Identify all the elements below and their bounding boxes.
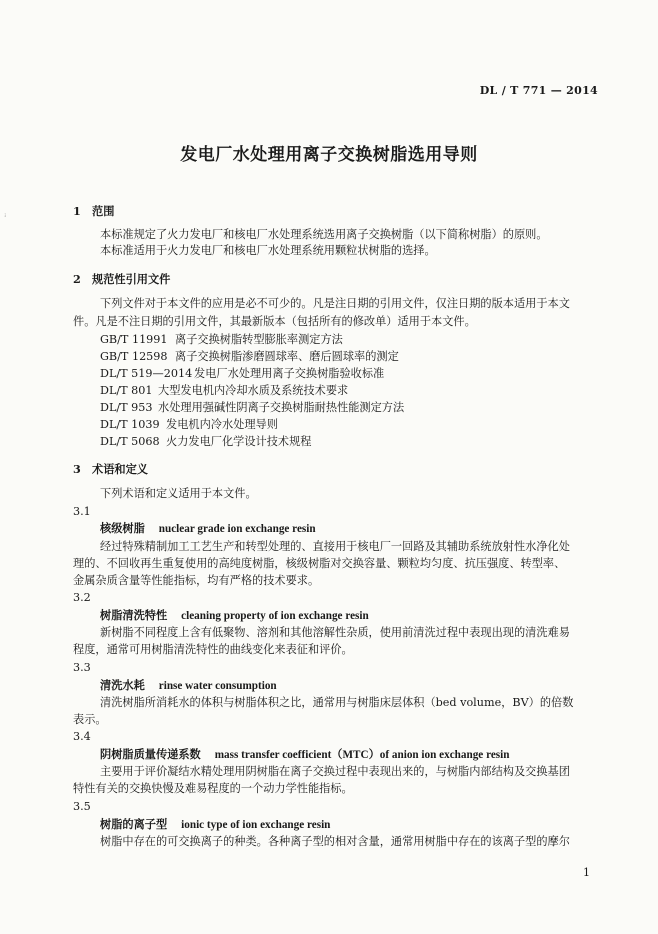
reference-item	[100, 350, 399, 364]
section-title: 规范性引用文件	[92, 272, 171, 286]
term-number: 3.2	[73, 591, 91, 604]
section-2-heading	[73, 272, 170, 286]
term-number: 3.5	[73, 800, 91, 813]
term-number: 3.3	[73, 661, 91, 674]
reference-code: DL/T 519—2014	[100, 367, 193, 380]
paragraph: 下列术语和定义适用于本文件。	[100, 487, 257, 500]
term-definition: 理的、不回收再生重复使用的高纯度树脂，核级树脂对交换容量、颗粒均匀度、抗压强度、转型率、	[73, 557, 566, 570]
reference-title: 火力发电厂化学设计技术规程	[166, 435, 312, 448]
reference-title: 水处理用强碱性阴离子交换树脂耐热性能测定方法	[158, 401, 405, 414]
paragraph: 本标准适用于火力发电厂和核电厂水处理系统用颗粒状树脂的选择。	[100, 244, 436, 257]
term-definition: 清洗树脂所消耗水的体积与树脂体积之比，通常用与树脂床层体积（bed volume，BV）的倍数	[100, 696, 574, 709]
reference-title: 发电厂水处理用离子交换树脂验收标准	[194, 367, 385, 380]
term-cn: 树脂的离子型	[100, 817, 168, 831]
term-en: ionic type of ion exchange resin	[181, 819, 331, 831]
term-number: 3.4	[73, 730, 91, 743]
term-cn: 核级树脂	[100, 521, 145, 535]
reference-item	[100, 435, 311, 449]
reference-item	[100, 401, 404, 415]
reference-title: 大型发电机内冷却水质及系统技术要求	[158, 384, 349, 397]
section-number: 1	[73, 204, 81, 218]
term-definition: 表示。	[73, 713, 107, 726]
reference-item	[100, 367, 384, 381]
reference-code: DL/T 5068	[100, 435, 160, 448]
term-heading	[100, 678, 277, 693]
section-number: 2	[73, 272, 81, 286]
term-definition: 特性有关的交换快慢及难易程度的一个动力学性能指标。	[73, 782, 353, 795]
section-title: 术语和定义	[92, 462, 148, 476]
reference-item	[100, 333, 343, 347]
reference-title: 离子交换树脂渗磨圆球率、磨后圆球率的测定	[175, 350, 399, 363]
standard-number: DL / T 771 — 2014	[479, 84, 598, 97]
term-heading	[100, 817, 330, 832]
term-cn: 阴树脂质量传递系数	[100, 747, 201, 761]
term-number: 3.1	[73, 505, 91, 518]
section-3-heading	[73, 462, 148, 476]
reference-item	[100, 418, 278, 432]
section-1-heading	[73, 204, 114, 218]
reference-code: GB/T 11991	[100, 333, 168, 346]
reference-code: DL/T 953	[100, 401, 153, 414]
reference-item	[100, 384, 348, 398]
term-en: cleaning property of ion exchange resin	[181, 610, 369, 622]
paragraph: 本标准规定了火力发电厂和核电厂水处理系统选用离子交换树脂（以下简称树脂）的原则。	[100, 228, 548, 241]
term-definition: 金属杂质含量等性能指标，均有严格的技术要求。	[73, 574, 320, 587]
reference-code: GB/T 12598	[100, 350, 168, 363]
term-heading	[100, 521, 316, 536]
section-title: 范围	[92, 204, 115, 218]
page-number: 1	[583, 866, 590, 879]
reference-title: 发电机内冷水处理导则	[166, 418, 278, 431]
term-heading	[100, 747, 509, 762]
section-number: 3	[73, 462, 81, 476]
term-en: mass transfer coefficient（MTC）of anion ion exchange resin	[214, 749, 510, 761]
reference-code: DL/T 1039	[100, 418, 160, 431]
term-cn: 树脂清洗特性	[100, 608, 168, 622]
margin-mark: ꜟ	[4, 210, 7, 220]
paragraph-continuation: 件。凡是不注日期的引用文件，其最新版本（包括所有的修改单）适用于本文件。	[73, 315, 476, 328]
term-definition: 主要用于评价凝结水精处理用阴树脂在离子交换过程中表现出来的，与树脂内部结构及交换基团	[100, 765, 570, 778]
term-definition: 经过特殊精制加工工艺生产和转型处理的、直接用于核电厂一回路及其辅助系统放射性水净化处	[100, 540, 570, 553]
page-title: 发电厂水处理用离子交换树脂选用导则	[180, 145, 478, 165]
paragraph: 下列文件对于本文件的应用是必不可少的。凡是注日期的引用文件，仅注日期的版本适用于本文	[100, 297, 570, 310]
term-cn: 清洗水耗	[100, 678, 145, 692]
term-definition: 新树脂不同程度上含有低聚物、溶剂和其他溶解性杂质，使用前清洗过程中表现出现的清洗难易	[100, 626, 570, 639]
reference-title: 离子交换树脂转型膨胀率测定方法	[175, 333, 343, 346]
term-en: nuclear grade ion exchange resin	[158, 523, 316, 535]
term-definition: 程度，通常可用树脂清洗特性的曲线变化来表征和评价。	[73, 643, 353, 656]
reference-code: DL/T 801	[100, 384, 153, 397]
term-en: rinse water consumption	[158, 680, 277, 692]
term-definition: 树脂中存在的可交换离子的种类。各种离子型的相对含量，通常用树脂中存在的该离子型的摩尔	[100, 835, 570, 848]
term-heading	[100, 608, 369, 623]
